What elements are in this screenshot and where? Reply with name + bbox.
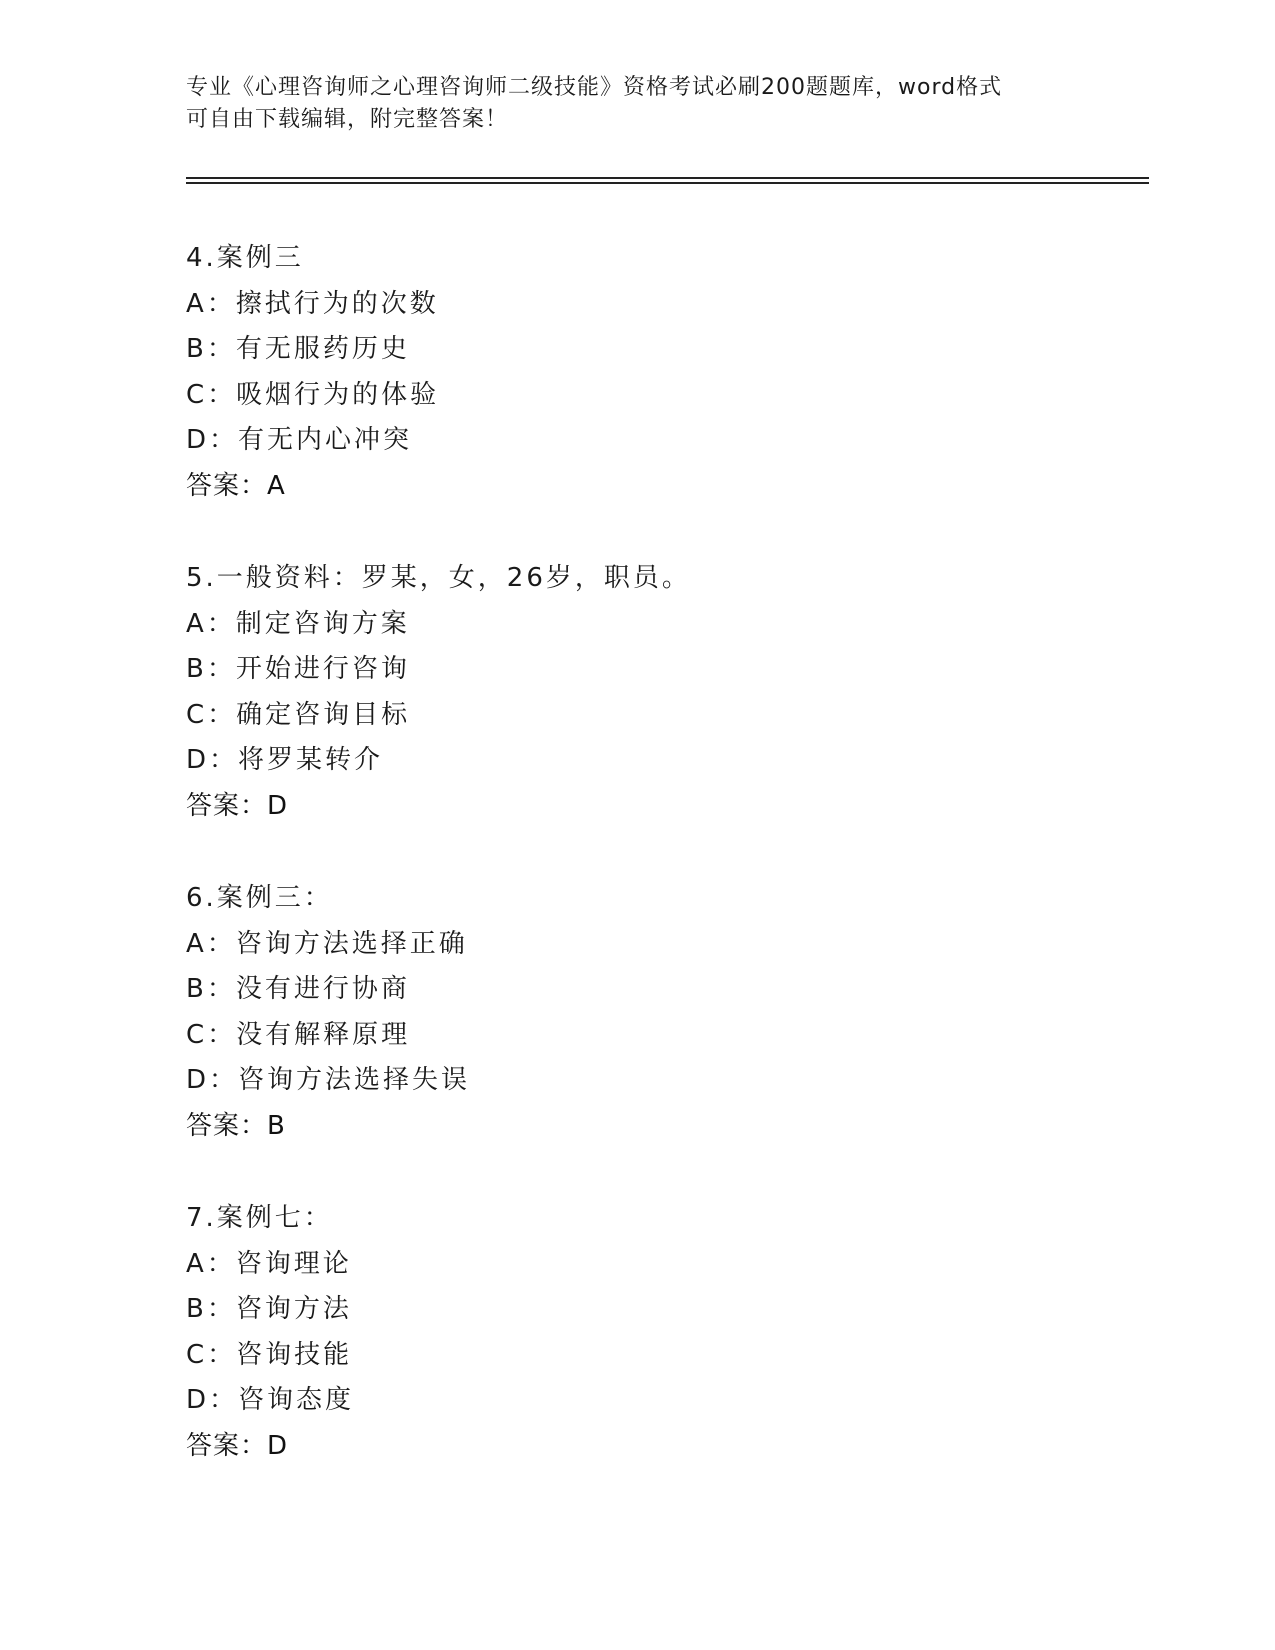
document-header [186, 72, 1086, 136]
header-line-1: 专业《心理咨询师之心理咨询师二级技能》资格考试必刷200题题库，word格式 [186, 75, 1003, 100]
option-c: C：确定咨询目标 [186, 699, 411, 730]
question-6 [186, 876, 1146, 1149]
option-b: B：开始进行咨询 [186, 654, 410, 684]
option-a: A：擦拭行为的次数 [186, 288, 439, 319]
header-divider-bottom [186, 182, 1149, 184]
question-stem: 4.案例三 [186, 243, 304, 273]
answer: 答案：B [186, 1110, 286, 1141]
answer: 答案：D [186, 790, 289, 821]
option-d: D：将罗某转介 [186, 745, 384, 775]
question-5 [186, 556, 1146, 829]
question-stem: 7.案例七： [186, 1203, 333, 1233]
header-divider-top [186, 177, 1149, 179]
question-stem: 5.一般资料：罗某，女，26岁，职员。 [186, 563, 691, 593]
question-4 [186, 236, 1146, 509]
option-c: C：咨询技能 [186, 1339, 353, 1370]
header-line-2: 可自由下载编辑，附完整答案！ [186, 107, 509, 132]
option-a: A：制定咨询方案 [186, 608, 410, 639]
option-b: B：没有进行协商 [186, 974, 410, 1004]
option-c: C：没有解释原理 [186, 1019, 411, 1050]
option-d: D：有无内心冲突 [186, 425, 413, 455]
question-list [186, 236, 1146, 1516]
option-a: A：咨询理论 [186, 1248, 352, 1279]
answer: 答案：A [186, 470, 286, 501]
option-d: D：咨询方法选择失误 [186, 1065, 471, 1095]
option-a: A：咨询方法选择正确 [186, 928, 468, 959]
question-7 [186, 1196, 1146, 1469]
option-d: D：咨询态度 [186, 1385, 355, 1415]
answer: 答案：D [186, 1430, 289, 1461]
option-c: C：吸烟行为的体验 [186, 379, 440, 410]
option-b: B：咨询方法 [186, 1294, 352, 1324]
option-b: B：有无服药历史 [186, 334, 410, 364]
question-stem: 6.案例三： [186, 883, 333, 913]
